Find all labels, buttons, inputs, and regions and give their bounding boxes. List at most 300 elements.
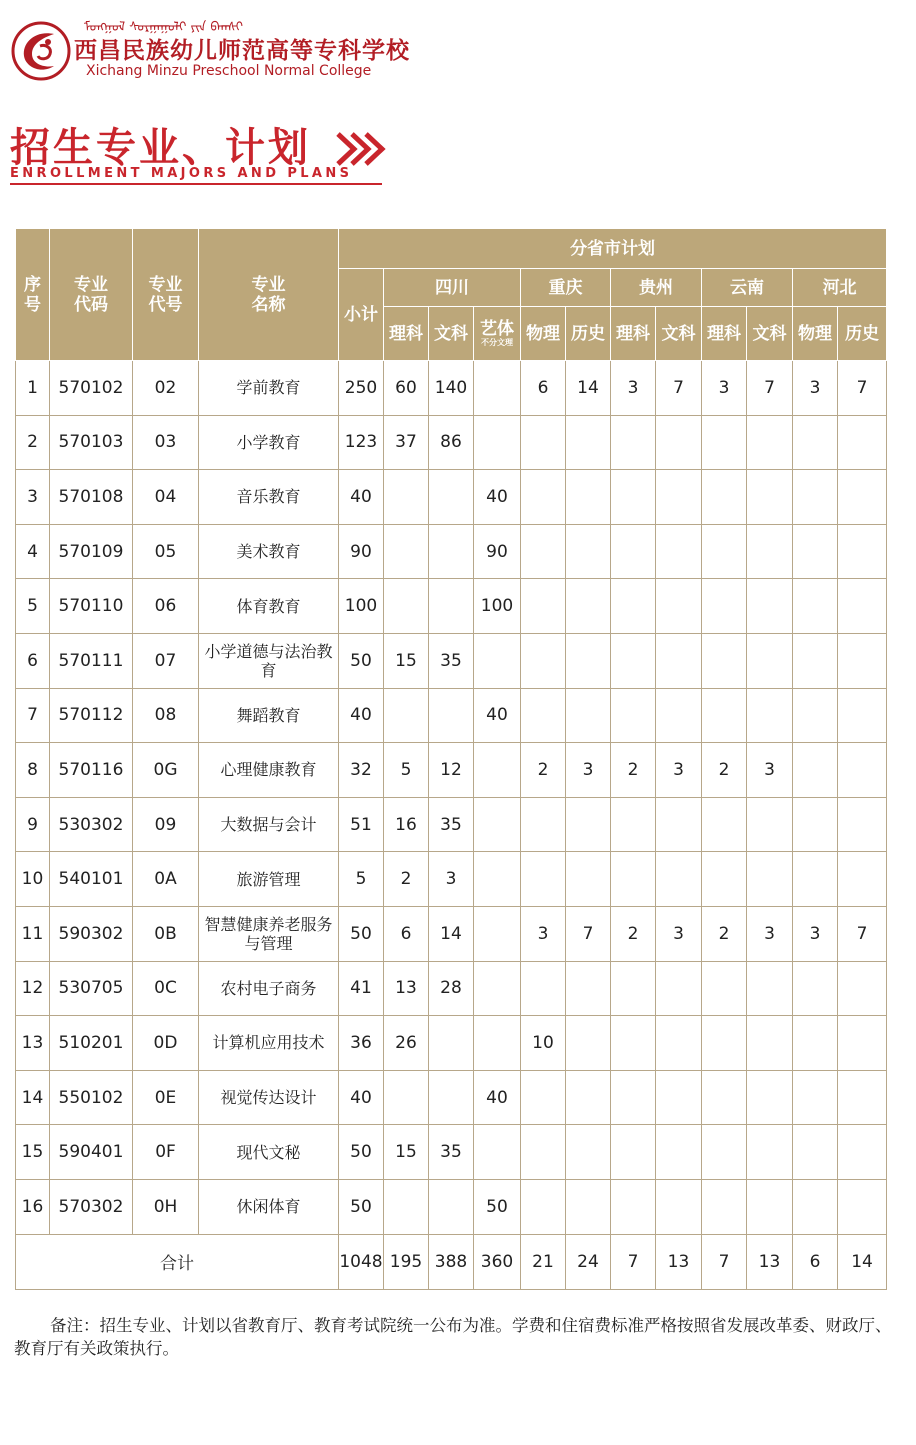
row-plan-cell <box>384 524 429 579</box>
header-sub-art <box>474 307 521 361</box>
header-sub: 文科 <box>429 307 474 361</box>
row-plan-cell <box>521 961 566 1016</box>
table-row <box>16 1125 887 1180</box>
header-sub: 理科 <box>702 307 747 361</box>
row-plan-cell <box>521 524 566 579</box>
row-plan-cell: 3 <box>429 852 474 907</box>
row-plan-cell: 90 <box>474 524 521 579</box>
row-plan-cell: 3 <box>656 906 702 961</box>
table-row <box>16 361 887 416</box>
row-plan-cell: 15 <box>384 633 429 688</box>
row-plan-cell <box>429 688 474 743</box>
table-row <box>16 579 887 634</box>
row-plan-cell: 35 <box>429 633 474 688</box>
table-row <box>16 688 887 743</box>
row-plan-cell: 3 <box>747 743 793 798</box>
row-major-number: 04 <box>133 470 199 525</box>
row-plan-cell <box>521 1179 566 1234</box>
row-plan-cell: 14 <box>429 906 474 961</box>
row-plan-cell: 36 <box>339 1016 384 1071</box>
total-row <box>16 1234 887 1289</box>
total-cell: 360 <box>474 1234 521 1289</box>
row-plan-cell <box>611 415 656 470</box>
row-seq: 11 <box>16 906 50 961</box>
row-plan-cell <box>521 579 566 634</box>
total-cell: 14 <box>838 1234 887 1289</box>
table-row <box>16 743 887 798</box>
row-plan-cell <box>838 688 887 743</box>
row-plan-cell <box>838 1179 887 1234</box>
row-plan-cell <box>656 470 702 525</box>
table-row <box>16 906 887 961</box>
row-plan-cell: 7 <box>838 906 887 961</box>
table-row <box>16 1016 887 1071</box>
table-row <box>16 470 887 525</box>
row-plan-cell: 3 <box>793 906 838 961</box>
row-plan-cell <box>611 1179 656 1234</box>
row-plan-cell <box>611 1016 656 1071</box>
row-plan-cell: 2 <box>611 743 656 798</box>
row-plan-cell: 7 <box>747 361 793 416</box>
row-plan-cell: 3 <box>656 743 702 798</box>
row-plan-cell <box>384 688 429 743</box>
row-major-number: 0A <box>133 852 199 907</box>
row-plan-cell <box>474 797 521 852</box>
row-plan-cell: 6 <box>384 906 429 961</box>
row-plan-cell <box>566 524 611 579</box>
row-plan-cell <box>521 1070 566 1125</box>
row-plan-cell <box>793 743 838 798</box>
row-plan-cell <box>566 415 611 470</box>
row-plan-cell <box>838 743 887 798</box>
row-seq: 5 <box>16 579 50 634</box>
total-cell: 1048 <box>339 1234 384 1289</box>
header-province-hebei: 河北 <box>793 269 887 307</box>
row-plan-cell: 50 <box>339 1179 384 1234</box>
header-sub: 物理 <box>521 307 566 361</box>
row-seq: 13 <box>16 1016 50 1071</box>
table-row <box>16 1179 887 1234</box>
row-major-name: 大数据与会计 <box>199 797 339 852</box>
row-plan-cell <box>521 633 566 688</box>
header-province-yunnan: 云南 <box>702 269 793 307</box>
row-plan-cell: 7 <box>656 361 702 416</box>
row-plan-cell <box>747 1125 793 1180</box>
row-plan-cell <box>384 1070 429 1125</box>
row-major-number: 03 <box>133 415 199 470</box>
row-plan-cell: 7 <box>566 906 611 961</box>
row-plan-cell: 90 <box>339 524 384 579</box>
table-row <box>16 524 887 579</box>
row-plan-cell <box>611 852 656 907</box>
row-major-name: 休闲体育 <box>199 1179 339 1234</box>
row-plan-cell <box>793 470 838 525</box>
row-plan-cell: 100 <box>339 579 384 634</box>
row-plan-cell <box>611 797 656 852</box>
row-plan-cell <box>521 688 566 743</box>
row-plan-cell <box>747 415 793 470</box>
row-major-name: 农村电子商务 <box>199 961 339 1016</box>
total-cell: 7 <box>611 1234 656 1289</box>
row-plan-cell: 3 <box>611 361 656 416</box>
row-plan-cell <box>566 1179 611 1234</box>
row-plan-cell <box>611 524 656 579</box>
row-plan-cell <box>793 1125 838 1180</box>
row-major-number: 0C <box>133 961 199 1016</box>
row-plan-cell <box>702 1179 747 1234</box>
school-name-en: Xichang Minzu Preschool Normal College <box>86 63 372 79</box>
row-plan-cell: 3 <box>793 361 838 416</box>
header-art-label: 艺体 <box>480 318 514 339</box>
row-plan-cell: 12 <box>429 743 474 798</box>
row-plan-cell <box>566 1125 611 1180</box>
row-plan-cell: 35 <box>429 1125 474 1180</box>
school-name-cn: 西昌民族幼儿师范高等专科学校 <box>74 37 410 64</box>
section-title <box>10 116 390 190</box>
row-plan-cell <box>656 415 702 470</box>
row-plan-cell: 5 <box>384 743 429 798</box>
header-subtotal: 小计 <box>339 269 384 361</box>
row-plan-cell <box>384 579 429 634</box>
row-plan-cell <box>702 579 747 634</box>
header-sub: 理科 <box>611 307 656 361</box>
total-label: 合计 <box>16 1234 339 1289</box>
row-major-name: 计算机应用技术 <box>199 1016 339 1071</box>
table-body <box>16 361 887 1235</box>
row-plan-cell <box>474 743 521 798</box>
row-plan-cell: 40 <box>339 688 384 743</box>
row-plan-cell <box>838 797 887 852</box>
row-plan-cell <box>384 470 429 525</box>
header-province-chongqing: 重庆 <box>521 269 611 307</box>
total-cell: 6 <box>793 1234 838 1289</box>
row-plan-cell <box>747 1070 793 1125</box>
table-row <box>16 852 887 907</box>
row-plan-cell <box>793 524 838 579</box>
row-plan-cell <box>611 633 656 688</box>
row-seq: 14 <box>16 1070 50 1125</box>
row-major-number: 0F <box>133 1125 199 1180</box>
row-plan-cell <box>656 1179 702 1234</box>
row-major-code: 570116 <box>50 743 133 798</box>
table-row <box>16 415 887 470</box>
row-plan-cell <box>838 1016 887 1071</box>
row-plan-cell <box>474 415 521 470</box>
row-major-number: 0D <box>133 1016 199 1071</box>
row-plan-cell <box>838 1125 887 1180</box>
row-plan-cell: 37 <box>384 415 429 470</box>
row-plan-cell: 10 <box>521 1016 566 1071</box>
row-seq: 9 <box>16 797 50 852</box>
row-plan-cell <box>429 1070 474 1125</box>
header-sub: 文科 <box>656 307 702 361</box>
row-plan-cell <box>793 415 838 470</box>
row-plan-cell: 26 <box>384 1016 429 1071</box>
row-plan-cell: 50 <box>339 633 384 688</box>
row-plan-cell: 2 <box>611 906 656 961</box>
row-major-code: 550102 <box>50 1070 133 1125</box>
row-plan-cell: 2 <box>702 743 747 798</box>
row-major-name: 体育教育 <box>199 579 339 634</box>
row-seq: 12 <box>16 961 50 1016</box>
header-num: 专业代号 <box>133 229 199 361</box>
total-cell: 388 <box>429 1234 474 1289</box>
row-major-code: 570110 <box>50 579 133 634</box>
row-major-name: 舞蹈教育 <box>199 688 339 743</box>
row-major-name: 美术教育 <box>199 524 339 579</box>
row-plan-cell <box>747 1016 793 1071</box>
header-sub: 历史 <box>838 307 887 361</box>
row-plan-cell: 3 <box>566 743 611 798</box>
row-plan-cell: 2 <box>702 906 747 961</box>
row-plan-cell <box>474 1016 521 1071</box>
row-plan-cell <box>702 633 747 688</box>
row-plan-cell: 40 <box>474 1070 521 1125</box>
row-plan-cell <box>474 852 521 907</box>
row-seq: 15 <box>16 1125 50 1180</box>
row-plan-cell: 14 <box>566 361 611 416</box>
row-plan-cell <box>793 633 838 688</box>
row-plan-cell: 50 <box>339 1125 384 1180</box>
row-plan-cell <box>429 1016 474 1071</box>
row-plan-cell: 3 <box>747 906 793 961</box>
row-plan-cell <box>702 1070 747 1125</box>
section-title-en: ENROLLMENT MAJORS AND PLANS <box>10 166 353 181</box>
row-plan-cell <box>747 961 793 1016</box>
row-plan-cell <box>793 688 838 743</box>
row-major-name: 学前教育 <box>199 361 339 416</box>
table-row <box>16 633 887 688</box>
row-plan-cell: 13 <box>384 961 429 1016</box>
row-seq: 10 <box>16 852 50 907</box>
header-sub: 物理 <box>793 307 838 361</box>
row-plan-cell <box>611 1125 656 1180</box>
row-major-name: 小学道德与法治教育 <box>199 633 339 688</box>
row-plan-cell <box>793 579 838 634</box>
row-plan-cell <box>521 797 566 852</box>
row-major-number: 02 <box>133 361 199 416</box>
row-plan-cell <box>747 797 793 852</box>
row-major-number: 0G <box>133 743 199 798</box>
row-plan-cell <box>747 470 793 525</box>
row-plan-cell <box>384 1179 429 1234</box>
row-seq: 1 <box>16 361 50 416</box>
row-seq: 3 <box>16 470 50 525</box>
row-plan-cell: 40 <box>474 688 521 743</box>
row-plan-cell <box>611 961 656 1016</box>
row-plan-cell <box>656 688 702 743</box>
row-plan-cell <box>656 633 702 688</box>
row-plan-cell: 50 <box>474 1179 521 1234</box>
total-cell: 24 <box>566 1234 611 1289</box>
row-plan-cell: 2 <box>521 743 566 798</box>
row-plan-cell <box>474 361 521 416</box>
row-plan-cell <box>702 524 747 579</box>
row-plan-cell <box>838 1070 887 1125</box>
row-plan-cell <box>656 961 702 1016</box>
header-province-guizhou: 贵州 <box>611 269 702 307</box>
row-plan-cell: 3 <box>702 361 747 416</box>
row-plan-cell <box>521 852 566 907</box>
row-plan-cell <box>793 1070 838 1125</box>
row-plan-cell <box>656 524 702 579</box>
row-plan-cell <box>793 1179 838 1234</box>
total-cell: 13 <box>747 1234 793 1289</box>
row-major-name: 小学教育 <box>199 415 339 470</box>
row-plan-cell <box>838 633 887 688</box>
total-cell: 7 <box>702 1234 747 1289</box>
row-plan-cell <box>611 470 656 525</box>
row-plan-cell: 3 <box>521 906 566 961</box>
row-plan-cell <box>566 633 611 688</box>
row-major-number: 08 <box>133 688 199 743</box>
row-plan-cell <box>474 906 521 961</box>
row-major-number: 0H <box>133 1179 199 1234</box>
row-plan-cell <box>474 633 521 688</box>
row-plan-cell: 2 <box>384 852 429 907</box>
row-plan-cell <box>702 852 747 907</box>
row-plan-cell <box>429 579 474 634</box>
row-plan-cell <box>656 579 702 634</box>
row-plan-cell <box>521 415 566 470</box>
row-plan-cell <box>656 797 702 852</box>
mongolian-school-name: ᠮᠣᠩᠭᠣᠯ ᠰᠤᠷᠭᠠᠭᠤᠯᠢ ᠶᠢᠨ ᠪᠠᠭᠰᠢ <box>84 20 244 35</box>
row-plan-cell: 16 <box>384 797 429 852</box>
row-plan-cell <box>429 524 474 579</box>
row-plan-cell: 7 <box>838 361 887 416</box>
enrollment-plan-table <box>15 228 887 1290</box>
row-plan-cell <box>656 1016 702 1071</box>
row-plan-cell: 60 <box>384 361 429 416</box>
row-major-code: 570103 <box>50 415 133 470</box>
row-plan-cell <box>702 470 747 525</box>
row-major-name: 心理健康教育 <box>199 743 339 798</box>
header-sub: 文科 <box>747 307 793 361</box>
row-plan-cell <box>702 1125 747 1180</box>
row-major-code: 510201 <box>50 1016 133 1071</box>
row-plan-cell <box>611 579 656 634</box>
row-plan-cell <box>566 797 611 852</box>
row-plan-cell: 28 <box>429 961 474 1016</box>
row-plan-cell <box>474 961 521 1016</box>
row-plan-cell <box>793 797 838 852</box>
row-plan-cell <box>521 470 566 525</box>
total-cell: 13 <box>656 1234 702 1289</box>
row-plan-cell <box>429 1179 474 1234</box>
row-major-code: 570102 <box>50 361 133 416</box>
row-plan-cell: 250 <box>339 361 384 416</box>
row-major-name: 视觉传达设计 <box>199 1070 339 1125</box>
row-major-name: 现代文秘 <box>199 1125 339 1180</box>
table-row <box>16 797 887 852</box>
row-plan-cell <box>521 1125 566 1180</box>
row-major-number: 06 <box>133 579 199 634</box>
header-plan-group: 分省市计划 <box>339 229 887 269</box>
table-row <box>16 961 887 1016</box>
row-plan-cell: 41 <box>339 961 384 1016</box>
row-major-number: 0E <box>133 1070 199 1125</box>
school-emblem-icon <box>10 20 72 82</box>
table-row <box>16 1070 887 1125</box>
title-underline <box>10 183 382 185</box>
total-cell: 195 <box>384 1234 429 1289</box>
row-plan-cell: 40 <box>339 1070 384 1125</box>
row-major-code: 570109 <box>50 524 133 579</box>
row-major-name: 音乐教育 <box>199 470 339 525</box>
row-plan-cell <box>611 688 656 743</box>
row-plan-cell: 32 <box>339 743 384 798</box>
row-plan-cell <box>702 688 747 743</box>
row-major-code: 530302 <box>50 797 133 852</box>
row-plan-cell: 123 <box>339 415 384 470</box>
header-province-sichuan: 四川 <box>384 269 521 307</box>
row-plan-cell <box>702 415 747 470</box>
row-plan-cell: 40 <box>474 470 521 525</box>
row-seq: 4 <box>16 524 50 579</box>
row-major-name: 旅游管理 <box>199 852 339 907</box>
row-plan-cell <box>429 470 474 525</box>
row-plan-cell <box>838 470 887 525</box>
row-plan-cell <box>566 1016 611 1071</box>
row-major-code: 570108 <box>50 470 133 525</box>
row-plan-cell <box>838 524 887 579</box>
row-plan-cell <box>702 1016 747 1071</box>
row-plan-cell <box>566 961 611 1016</box>
row-plan-cell <box>566 688 611 743</box>
row-plan-cell: 5 <box>339 852 384 907</box>
row-plan-cell <box>747 524 793 579</box>
row-major-code: 570111 <box>50 633 133 688</box>
row-plan-cell <box>838 579 887 634</box>
row-plan-cell: 15 <box>384 1125 429 1180</box>
header-name: 专业名称 <box>199 229 339 361</box>
total-cell: 21 <box>521 1234 566 1289</box>
row-plan-cell <box>656 852 702 907</box>
row-plan-cell <box>566 1070 611 1125</box>
row-plan-cell <box>838 961 887 1016</box>
row-major-code: 570302 <box>50 1179 133 1234</box>
row-plan-cell: 140 <box>429 361 474 416</box>
school-header <box>10 12 410 82</box>
row-plan-cell <box>793 852 838 907</box>
row-plan-cell <box>747 579 793 634</box>
row-major-number: 07 <box>133 633 199 688</box>
row-plan-cell: 6 <box>521 361 566 416</box>
row-major-number: 0B <box>133 906 199 961</box>
row-major-name: 智慧健康养老服务与管理 <box>199 906 339 961</box>
row-plan-cell <box>747 633 793 688</box>
row-plan-cell <box>656 1125 702 1180</box>
section-title-cn: 招生专业、计划 <box>10 125 311 171</box>
row-plan-cell: 40 <box>339 470 384 525</box>
row-plan-cell <box>566 852 611 907</box>
header-seq: 序号 <box>16 229 50 361</box>
row-major-code: 570112 <box>50 688 133 743</box>
header-code: 专业代码 <box>50 229 133 361</box>
row-major-code: 590401 <box>50 1125 133 1180</box>
row-major-code: 540101 <box>50 852 133 907</box>
row-plan-cell: 86 <box>429 415 474 470</box>
row-major-code: 590302 <box>50 906 133 961</box>
row-plan-cell <box>747 1179 793 1234</box>
row-plan-cell <box>656 1070 702 1125</box>
row-plan-cell <box>474 1125 521 1180</box>
row-plan-cell <box>566 579 611 634</box>
row-seq: 6 <box>16 633 50 688</box>
row-plan-cell <box>702 797 747 852</box>
header-art-note: 不分文理 <box>481 337 513 347</box>
row-plan-cell: 51 <box>339 797 384 852</box>
